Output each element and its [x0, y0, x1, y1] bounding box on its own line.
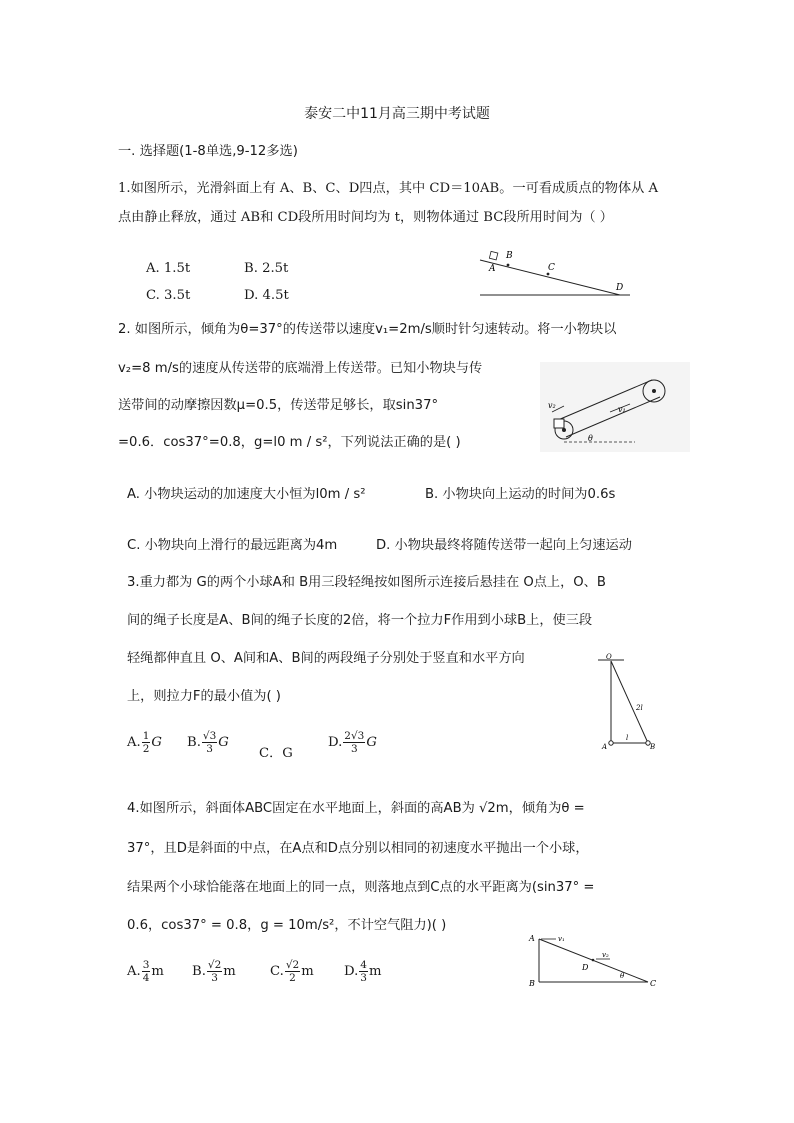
q3-d-denominator: 3	[350, 743, 358, 755]
upper-axle	[652, 389, 656, 393]
point-b	[507, 264, 510, 267]
label-d: D	[616, 283, 624, 293]
q1-option-a: A. 1.5t	[146, 261, 191, 276]
q4-option-b: B. $\frac{√2}{3}$ m	[192, 959, 236, 984]
block	[554, 419, 564, 428]
q4-option-c: C. $\frac{√2}{2}$ m	[270, 959, 314, 984]
q2-line1: 2. 如图所示，倾角为θ=37°的传送带以速度v₁=2m/s顺时针匀速转动。将一小物块以	[118, 322, 617, 337]
label-c: C	[650, 979, 657, 988]
q4-b-numerator: √2	[207, 959, 222, 971]
q4-a-denominator: 4	[142, 972, 150, 984]
q4-d-denominator: 3	[360, 972, 367, 984]
q2-conveyor-figure	[540, 362, 690, 452]
q4-line3: 结果两个小球恰能落在地面上的同一点，则落地点到C点的水平距离为(sin37° =	[127, 880, 595, 895]
q3-option-b: B. $\frac{√3}{3}$ G	[187, 730, 229, 755]
q3-line3: 轻绳都伸直且 O、A间和A、B间的两段绳子分别处于竖直和水平方向	[127, 651, 525, 666]
q3-b-denominator: 3	[206, 743, 213, 755]
point-c	[547, 273, 550, 276]
page-title: 泰安二中11月高三期中考试题	[304, 106, 490, 122]
label-a: A	[602, 743, 608, 751]
q3-line4: 上，则拉力F的最小值为( )	[127, 689, 281, 704]
label-v1: v₁	[558, 935, 565, 943]
q3-rope-figure	[596, 652, 664, 752]
q3-line1: 3.重力都为 G的两个小球A和 B用三段轻绳按如图所示连接后悬挂在 O点上，O、B	[127, 575, 606, 590]
label-2l: 2l	[636, 704, 643, 712]
q2-line4: =0.6．cos37°=0.8，g=l0 m / s²，下列说法正确的是( )	[118, 435, 461, 450]
q1-line2: 点由静止释放，通过 AB和 CD段所用时间均为 t，则物体通过 BC段所用时间为（ ）	[118, 210, 613, 225]
q4-b-denominator: 3	[211, 972, 218, 984]
q1-incline-figure	[470, 240, 635, 302]
label-b: B	[650, 743, 656, 751]
q2-option-b: B. 小物块向上运动的时间为0.6s	[425, 487, 616, 502]
q3-option-d: D. $\frac{2√3}{3}$ G	[328, 730, 377, 755]
q4-line2: 37°，且D是斜面的中点，在A点和D点分别以相同的初速度水平抛出一个小球，	[127, 841, 589, 856]
q1-option-d: D. 4.5t	[244, 288, 289, 303]
q3-b-numerator: √3	[202, 730, 217, 742]
lower-axle	[562, 428, 566, 432]
label-v1: v₁	[618, 405, 626, 414]
q3-option-a: A. $\frac{1}{2}$ G	[127, 730, 162, 755]
point-d	[592, 959, 595, 962]
block	[489, 251, 497, 259]
label-a: A	[489, 264, 496, 274]
q4-a-numerator: 3	[142, 959, 150, 971]
q2-option-c: C. 小物块向上滑行的最远距离为4m	[127, 538, 338, 553]
label-l: l	[626, 734, 629, 742]
label-a: A	[529, 934, 535, 943]
q2-option-d: D. 小物块最终将随传送带一起向上匀速运动	[376, 538, 632, 553]
q2-line3: 送带间的动摩擦因数μ=0.5，传送带足够长，取sin37°	[118, 398, 439, 413]
rope-ob	[611, 661, 648, 743]
section-heading: 一. 选择题(1-8单选,9-12多选)	[118, 144, 298, 159]
q4-line1: 4.如图所示，斜面体ABC固定在水平地面上，斜面的高AB为 √2m，倾角为θ =	[127, 801, 585, 816]
q2-option-a: A. 小物块运动的加速度大小恒为l0m / s²	[127, 487, 366, 502]
q4-d-numerator: 4	[360, 959, 367, 971]
q1-line1: 1.如图所示，光滑斜面上有 A、B、C、D四点，其中 CD＝10AB。一可看成质点的物体从 A	[118, 181, 659, 196]
q3-d-numerator: 2√3	[344, 730, 365, 742]
q4-c-denominator: 2	[289, 972, 296, 984]
label-c: C	[548, 263, 555, 273]
label-o: O	[606, 653, 612, 661]
q4-line4: 0.6，cos37° = 0.8，g = 10m/s²，不计空气阻力)( )	[127, 918, 447, 933]
q4-c-numerator: √2	[285, 959, 300, 971]
q3-a-denominator: 2	[142, 743, 150, 755]
q3-line2: 间的绳子长度是A、B间的绳子长度的2倍，将一个拉力F作用到小球B上，使三段	[127, 613, 593, 628]
q4-option-a: A. $\frac{3}{4}$ m	[127, 959, 164, 984]
q3-a-numerator: 1	[142, 730, 150, 742]
label-v2: v₂	[548, 401, 556, 410]
ball-a	[609, 741, 613, 745]
label-b: B	[529, 979, 535, 988]
q1-option-c: C. 3.5t	[146, 288, 191, 303]
q1-option-b: B. 2.5t	[244, 261, 289, 276]
label-theta: θ	[620, 972, 625, 980]
label-b: B	[506, 251, 513, 261]
label-theta: θ	[588, 434, 593, 443]
label-v2: v₂	[602, 951, 609, 959]
q3-option-c: C．G	[259, 746, 293, 761]
q2-line2: v₂=8 m/s的速度从传送带的底端滑上传送带。已知小物块与传	[118, 361, 483, 376]
q4-option-d: D. $\frac{4}{3}$ m	[344, 959, 382, 984]
label-d: D	[582, 963, 589, 972]
q4-slope-figure	[524, 930, 662, 990]
